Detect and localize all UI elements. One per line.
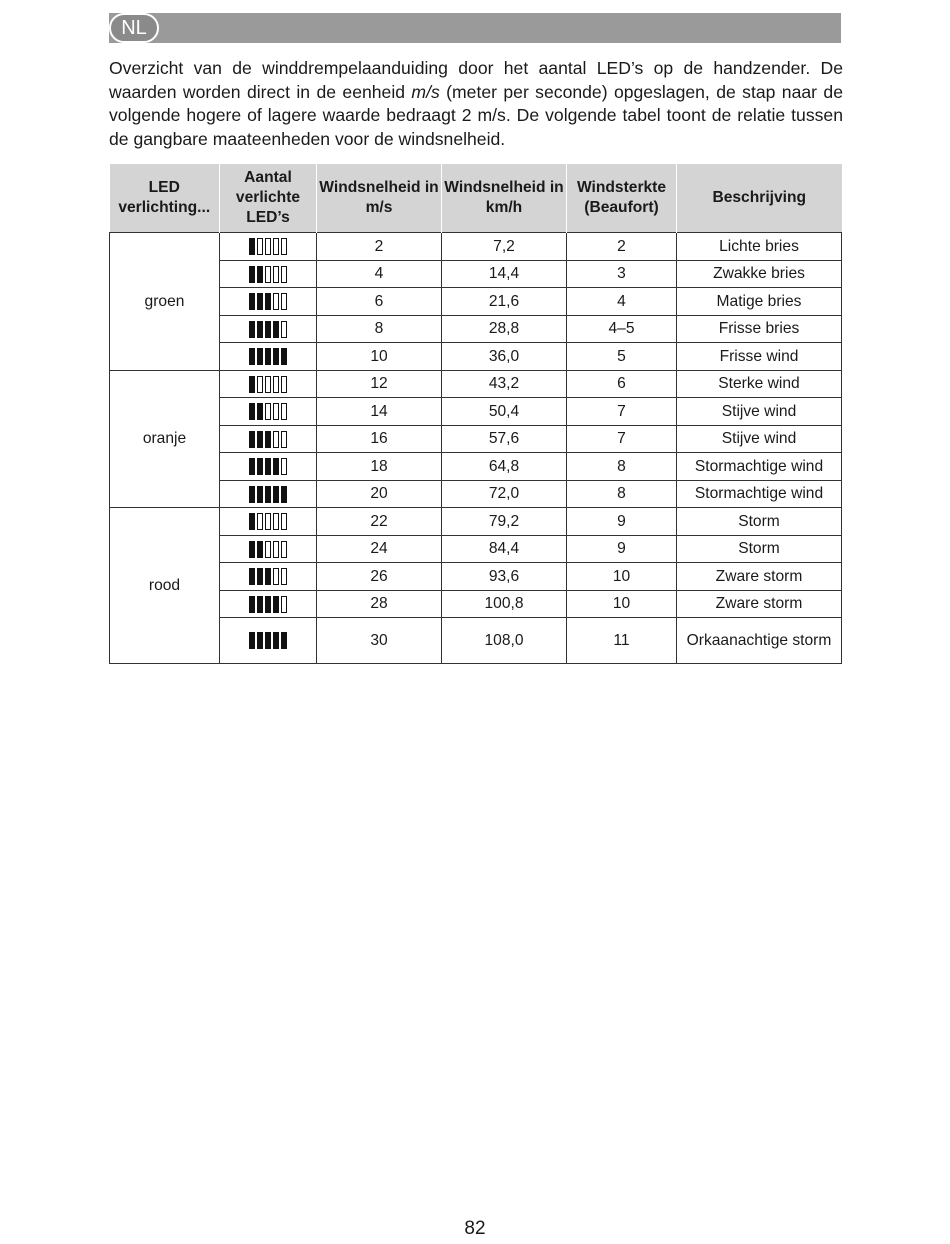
led-lit-icon xyxy=(257,458,263,475)
beaufort-cell: 10 xyxy=(567,563,677,591)
led-indicator-cell xyxy=(220,453,317,481)
beaufort-cell: 10 xyxy=(567,590,677,618)
table-row xyxy=(110,315,842,343)
description-cell: Frisse wind xyxy=(677,343,842,371)
led-unlit-icon xyxy=(281,458,287,475)
wind-speed-kmh-cell: 57,6 xyxy=(442,425,567,453)
led-indicator-cell xyxy=(220,343,317,371)
wind-speed-ms-cell: 22 xyxy=(317,508,442,536)
led-lit-icon xyxy=(273,458,279,475)
led-lit-icon xyxy=(257,596,263,613)
led-unlit-icon xyxy=(273,513,279,530)
led-unlit-icon xyxy=(281,541,287,558)
wind-speed-kmh-cell: 50,4 xyxy=(442,398,567,426)
led-bar-icon xyxy=(249,431,287,448)
led-lit-icon xyxy=(265,458,271,475)
table-row xyxy=(110,398,842,426)
intro-unit: m/s xyxy=(411,81,440,102)
led-lit-icon xyxy=(249,321,255,338)
wind-speed-ms-cell: 28 xyxy=(317,590,442,618)
led-lit-icon xyxy=(249,238,255,255)
wind-speed-ms-cell: 20 xyxy=(317,480,442,508)
beaufort-cell: 5 xyxy=(567,343,677,371)
led-lit-icon xyxy=(265,486,271,503)
page-number: 82 xyxy=(464,1218,486,1239)
led-lit-icon xyxy=(265,348,271,365)
table-row xyxy=(110,508,842,536)
table-row xyxy=(110,480,842,508)
led-lit-icon xyxy=(281,486,287,503)
led-bar-icon xyxy=(249,266,287,283)
led-lit-icon xyxy=(249,513,255,530)
wind-speed-ms-cell: 8 xyxy=(317,315,442,343)
wind-speed-kmh-cell: 79,2 xyxy=(442,508,567,536)
led-lit-icon xyxy=(249,541,255,558)
led-unlit-icon xyxy=(273,238,279,255)
led-lit-icon xyxy=(265,568,271,585)
wind-speed-ms-cell: 16 xyxy=(317,425,442,453)
led-bar-icon xyxy=(249,632,287,649)
led-color-group: groen xyxy=(110,233,220,371)
led-unlit-icon xyxy=(273,266,279,283)
table-row xyxy=(110,343,842,371)
table-row xyxy=(110,563,842,591)
beaufort-cell: 6 xyxy=(567,370,677,398)
led-unlit-icon xyxy=(265,541,271,558)
led-lit-icon xyxy=(249,403,255,420)
wind-speed-ms-cell: 2 xyxy=(317,233,442,261)
led-indicator-cell xyxy=(220,618,317,664)
intro-text-end: (meter per seconde) opgeslagen, de stap naar de volgende hogere of lagere waarde bedraagt 2 m/s. De volgende tabel toont de relatie tussen de gangbare maateenheden voor de windsnelheid. xyxy=(109,81,843,149)
beaufort-cell: 7 xyxy=(567,398,677,426)
header-led-lighting: LED verlichting... xyxy=(110,164,220,233)
led-lit-icon xyxy=(249,568,255,585)
table-row xyxy=(110,590,842,618)
led-unlit-icon xyxy=(273,293,279,310)
led-bar-icon xyxy=(249,541,287,558)
led-color-group: rood xyxy=(110,508,220,664)
table-row xyxy=(110,535,842,563)
led-indicator-cell xyxy=(220,563,317,591)
led-lit-icon xyxy=(257,403,263,420)
led-unlit-icon xyxy=(273,568,279,585)
header-lit-led-count: Aantal verlichte LED’s xyxy=(220,164,317,233)
led-bar-icon xyxy=(249,293,287,310)
header-wind-speed-ms: Windsnelheid in m/s xyxy=(317,164,442,233)
led-lit-icon xyxy=(249,458,255,475)
wind-speed-kmh-cell: 100,8 xyxy=(442,590,567,618)
description-cell: Stijve wind xyxy=(677,425,842,453)
description-cell: Stijve wind xyxy=(677,398,842,426)
table-row xyxy=(110,618,842,664)
led-lit-icon xyxy=(257,431,263,448)
beaufort-cell: 4–5 xyxy=(567,315,677,343)
table-row xyxy=(110,260,842,288)
led-unlit-icon xyxy=(281,376,287,393)
intro-paragraph xyxy=(109,57,843,151)
wind-speed-kmh-cell: 72,0 xyxy=(442,480,567,508)
led-unlit-icon xyxy=(281,321,287,338)
led-lit-icon xyxy=(273,596,279,613)
header-beaufort: Windsterkte (Beaufort) xyxy=(567,164,677,233)
led-lit-icon xyxy=(257,293,263,310)
led-indicator-cell xyxy=(220,425,317,453)
led-unlit-icon xyxy=(281,403,287,420)
led-unlit-icon xyxy=(265,266,271,283)
led-lit-icon xyxy=(265,431,271,448)
led-bar-icon xyxy=(249,513,287,530)
led-lit-icon xyxy=(257,486,263,503)
wind-speed-kmh-cell: 84,4 xyxy=(442,535,567,563)
led-unlit-icon xyxy=(265,238,271,255)
wind-speed-kmh-cell: 21,6 xyxy=(442,288,567,316)
led-unlit-icon xyxy=(281,431,287,448)
led-lit-icon xyxy=(257,266,263,283)
led-indicator-cell xyxy=(220,590,317,618)
led-indicator-cell xyxy=(220,370,317,398)
led-indicator-cell xyxy=(220,288,317,316)
wind-threshold-table xyxy=(109,164,842,664)
led-bar-icon xyxy=(249,458,287,475)
wind-speed-ms-cell: 10 xyxy=(317,343,442,371)
led-lit-icon xyxy=(265,596,271,613)
wind-speed-ms-cell: 30 xyxy=(317,618,442,664)
led-lit-icon xyxy=(265,632,271,649)
wind-speed-kmh-cell: 93,6 xyxy=(442,563,567,591)
led-indicator-cell xyxy=(220,233,317,261)
wind-speed-kmh-cell: 14,4 xyxy=(442,260,567,288)
led-lit-icon xyxy=(249,486,255,503)
wind-speed-kmh-cell: 28,8 xyxy=(442,315,567,343)
led-lit-icon xyxy=(257,348,263,365)
led-indicator-cell xyxy=(220,315,317,343)
led-unlit-icon xyxy=(273,541,279,558)
table-body xyxy=(110,233,842,664)
led-unlit-icon xyxy=(281,238,287,255)
led-lit-icon xyxy=(281,632,287,649)
led-lit-icon xyxy=(273,348,279,365)
led-lit-icon xyxy=(273,321,279,338)
led-unlit-icon xyxy=(281,596,287,613)
led-unlit-icon xyxy=(273,431,279,448)
led-bar-icon xyxy=(249,321,287,338)
wind-speed-kmh-cell: 36,0 xyxy=(442,343,567,371)
description-cell: Zware storm xyxy=(677,590,842,618)
table-header-row xyxy=(110,164,842,233)
led-lit-icon xyxy=(265,293,271,310)
led-lit-icon xyxy=(249,376,255,393)
table-row xyxy=(110,370,842,398)
led-lit-icon xyxy=(249,431,255,448)
description-cell: Storm xyxy=(677,508,842,536)
wind-speed-ms-cell: 18 xyxy=(317,453,442,481)
beaufort-cell: 7 xyxy=(567,425,677,453)
led-unlit-icon xyxy=(281,266,287,283)
wind-speed-kmh-cell: 108,0 xyxy=(442,618,567,664)
led-indicator-cell xyxy=(220,398,317,426)
led-color-group: oranje xyxy=(110,370,220,508)
led-unlit-icon xyxy=(265,403,271,420)
led-bar-icon xyxy=(249,568,287,585)
wind-speed-ms-cell: 4 xyxy=(317,260,442,288)
intro-text-start: Overzicht van de winddrempelaanduiding door het aantal LED’s op de handzender. De waarden worden direct in de eenheid xyxy=(109,58,843,102)
description-cell: Frisse bries xyxy=(677,315,842,343)
beaufort-cell: 9 xyxy=(567,508,677,536)
description-cell: Orkaanachtige storm xyxy=(677,618,842,664)
led-lit-icon xyxy=(257,632,263,649)
led-unlit-icon xyxy=(257,513,263,530)
led-lit-icon xyxy=(265,321,271,338)
led-lit-icon xyxy=(273,486,279,503)
wind-speed-ms-cell: 12 xyxy=(317,370,442,398)
led-lit-icon xyxy=(281,348,287,365)
wind-speed-ms-cell: 6 xyxy=(317,288,442,316)
header-bar xyxy=(109,13,841,43)
beaufort-cell: 3 xyxy=(567,260,677,288)
table-row xyxy=(110,425,842,453)
beaufort-cell: 8 xyxy=(567,480,677,508)
led-indicator-cell xyxy=(220,260,317,288)
led-bar-icon xyxy=(249,238,287,255)
table-row xyxy=(110,453,842,481)
led-unlit-icon xyxy=(265,513,271,530)
led-lit-icon xyxy=(257,541,263,558)
led-unlit-icon xyxy=(273,403,279,420)
table-row xyxy=(110,288,842,316)
wind-speed-kmh-cell: 64,8 xyxy=(442,453,567,481)
led-bar-icon xyxy=(249,596,287,613)
led-bar-icon xyxy=(249,376,287,393)
description-cell: Matige bries xyxy=(677,288,842,316)
wind-speed-kmh-cell: 7,2 xyxy=(442,233,567,261)
beaufort-cell: 4 xyxy=(567,288,677,316)
led-bar-icon xyxy=(249,403,287,420)
led-lit-icon xyxy=(257,321,263,338)
led-indicator-cell xyxy=(220,508,317,536)
led-unlit-icon xyxy=(273,376,279,393)
beaufort-cell: 8 xyxy=(567,453,677,481)
led-lit-icon xyxy=(249,266,255,283)
beaufort-cell: 11 xyxy=(567,618,677,664)
header-description: Beschrijving xyxy=(677,164,842,233)
wind-speed-kmh-cell: 43,2 xyxy=(442,370,567,398)
beaufort-cell: 2 xyxy=(567,233,677,261)
led-lit-icon xyxy=(249,293,255,310)
led-unlit-icon xyxy=(281,293,287,310)
led-bar-icon xyxy=(249,348,287,365)
led-lit-icon xyxy=(249,632,255,649)
led-lit-icon xyxy=(249,596,255,613)
description-cell: Lichte bries xyxy=(677,233,842,261)
led-unlit-icon xyxy=(281,568,287,585)
language-badge: NL xyxy=(109,13,159,43)
header-wind-speed-kmh: Windsnelheid in km/h xyxy=(442,164,567,233)
led-indicator-cell xyxy=(220,535,317,563)
led-lit-icon xyxy=(273,632,279,649)
wind-speed-ms-cell: 14 xyxy=(317,398,442,426)
description-cell: Sterke wind xyxy=(677,370,842,398)
led-unlit-icon xyxy=(257,238,263,255)
led-indicator-cell xyxy=(220,480,317,508)
description-cell: Stormachtige wind xyxy=(677,453,842,481)
description-cell: Zware storm xyxy=(677,563,842,591)
description-cell: Zwakke bries xyxy=(677,260,842,288)
beaufort-cell: 9 xyxy=(567,535,677,563)
led-lit-icon xyxy=(249,348,255,365)
description-cell: Storm xyxy=(677,535,842,563)
led-unlit-icon xyxy=(281,513,287,530)
led-lit-icon xyxy=(257,568,263,585)
description-cell: Stormachtige wind xyxy=(677,480,842,508)
led-unlit-icon xyxy=(257,376,263,393)
table-row xyxy=(110,233,842,261)
wind-speed-ms-cell: 24 xyxy=(317,535,442,563)
led-bar-icon xyxy=(249,486,287,503)
led-unlit-icon xyxy=(265,376,271,393)
wind-speed-ms-cell: 26 xyxy=(317,563,442,591)
